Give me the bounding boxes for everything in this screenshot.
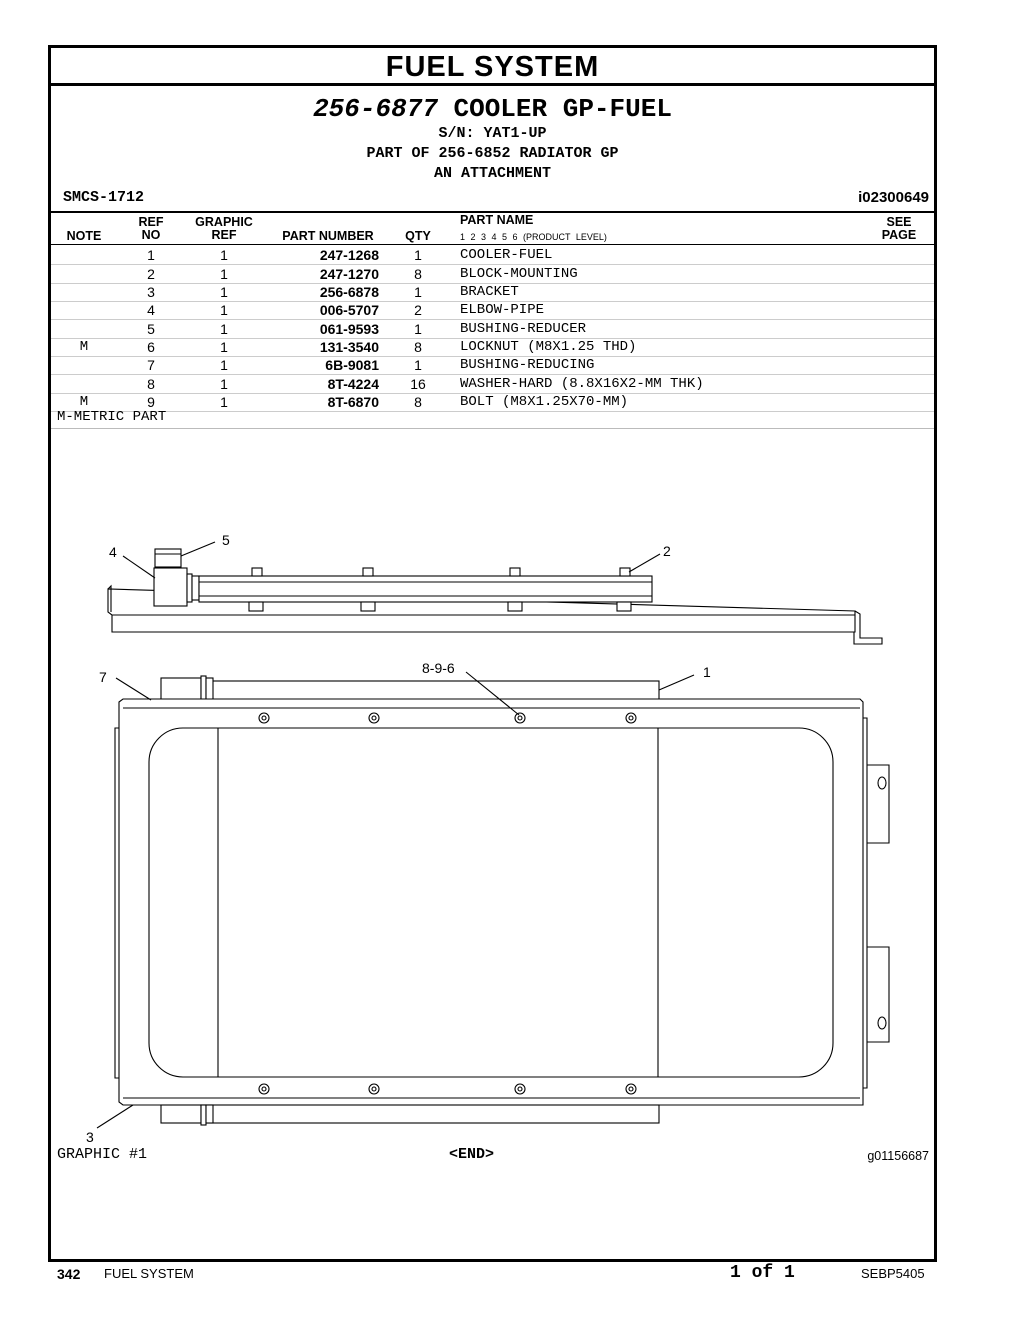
row-part-number: 247-1268 <box>319 247 379 263</box>
row-ref-no: 9 <box>147 394 155 410</box>
sheet-indicator: 1 of 1 <box>730 1263 795 1283</box>
row-part-name: WASHER-HARD (8.8X16X2-MM THK) <box>460 376 704 392</box>
smcs-code: SMCS-1712 <box>63 189 145 206</box>
callout-8-9-6: 8-9-6 <box>422 660 455 676</box>
col-ref-no-line2: NO <box>141 228 161 242</box>
row-part-name: BRACKET <box>460 284 519 300</box>
row-qty: 2 <box>414 302 422 318</box>
row-qty: 8 <box>414 394 422 410</box>
row-part-number: 131-3540 <box>319 339 379 355</box>
row-ref-no: 3 <box>147 284 155 300</box>
row-part-name: BLOCK-MOUNTING <box>460 266 578 282</box>
row-ref-no: 4 <box>147 302 155 318</box>
side-view <box>108 549 882 644</box>
col-note: NOTE <box>66 229 102 243</box>
col-product-level: 1 2 3 4 5 6 (PRODUCT LEVEL) <box>460 232 607 242</box>
metric-footnote: M-METRIC PART <box>57 409 167 425</box>
callout-3: 3 <box>86 1129 94 1145</box>
callout-2: 2 <box>663 543 671 559</box>
row-graphic-ref: 1 <box>220 394 228 410</box>
row-qty: 16 <box>410 376 426 392</box>
row-part-name: BUSHING-REDUCER <box>460 321 587 337</box>
page-frame <box>48 45 937 1262</box>
row-part-name: BUSHING-REDUCING <box>460 357 595 373</box>
top-view <box>115 676 889 1125</box>
row-graphic-ref: 1 <box>220 339 228 355</box>
row-qty: 1 <box>414 284 422 300</box>
row-part-number: 006-5707 <box>319 302 379 318</box>
row-qty: 1 <box>414 321 422 337</box>
row-qty: 8 <box>414 266 422 282</box>
row-part-name: COOLER-FUEL <box>460 247 553 263</box>
row-part-number: 061-9593 <box>319 321 379 337</box>
row-qty: 1 <box>414 247 422 263</box>
col-part-number: PART NUMBER <box>282 229 374 243</box>
row-graphic-ref: 1 <box>220 284 228 300</box>
row-qty: 8 <box>414 339 422 355</box>
row-ref-no: 2 <box>147 266 155 282</box>
graphic-code: g01156687 <box>867 1149 929 1163</box>
col-part-name: PART NAME <box>460 213 534 227</box>
row-ref-no: 1 <box>147 247 155 263</box>
row-ref-no: 5 <box>147 321 155 337</box>
row-qty: 1 <box>414 357 422 373</box>
col-graphic-ref-line2: REF <box>211 228 237 242</box>
row-note: M <box>79 394 89 410</box>
row-graphic-ref: 1 <box>220 266 228 282</box>
callout-4: 4 <box>109 544 117 560</box>
row-part-number: 6B-9081 <box>325 357 379 373</box>
row-part-number: 8T-6870 <box>327 394 379 410</box>
row-graphic-ref: 1 <box>220 247 228 263</box>
row-part-number: 256-6878 <box>319 284 379 300</box>
illustration-id: i02300649 <box>858 189 929 206</box>
graphic-label: GRAPHIC #1 <box>57 1146 148 1163</box>
callout-7: 7 <box>99 669 107 685</box>
serial-range: S/N: YAT1-UP <box>438 125 547 142</box>
section-title: FUEL SYSTEM <box>51 48 934 86</box>
col-see-page-line1: SEE <box>886 215 912 229</box>
part-of: PART OF 256-6852 RADIATOR GP <box>366 145 619 162</box>
col-graphic-ref-line1: GRAPHIC <box>195 215 253 229</box>
page-number: 342 <box>57 1266 81 1282</box>
cooler-illustration <box>51 48 934 1259</box>
row-graphic-ref: 1 <box>220 376 228 392</box>
row-part-number: 247-1270 <box>319 266 379 282</box>
document-number: SEBP5405 <box>861 1266 925 1281</box>
row-note: M <box>79 339 89 355</box>
row-part-name: LOCKNUT (M8X1.25 THD) <box>460 339 637 355</box>
row-graphic-ref: 1 <box>220 302 228 318</box>
row-graphic-ref: 1 <box>220 357 228 373</box>
row-part-number: 8T-4224 <box>327 376 379 392</box>
callout-5: 5 <box>222 532 230 548</box>
row-ref-no: 8 <box>147 376 155 392</box>
col-qty: QTY <box>405 229 431 243</box>
footer-section: FUEL SYSTEM <box>104 1266 194 1281</box>
callout-1: 1 <box>703 664 711 680</box>
end-marker: <END> <box>449 1146 495 1163</box>
row-ref-no: 7 <box>147 357 155 373</box>
group-number: 256-6877 <box>313 94 438 124</box>
col-see-page-line2: PAGE <box>881 228 917 242</box>
usage: AN ATTACHMENT <box>433 165 552 182</box>
col-ref-no-line1: REF <box>138 215 164 229</box>
row-graphic-ref: 1 <box>220 321 228 337</box>
row-part-name: ELBOW-PIPE <box>460 302 545 318</box>
row-ref-no: 6 <box>147 339 155 355</box>
row-part-name: BOLT (M8X1.25X70-MM) <box>460 394 629 410</box>
group-name: COOLER GP-FUEL <box>453 94 672 124</box>
